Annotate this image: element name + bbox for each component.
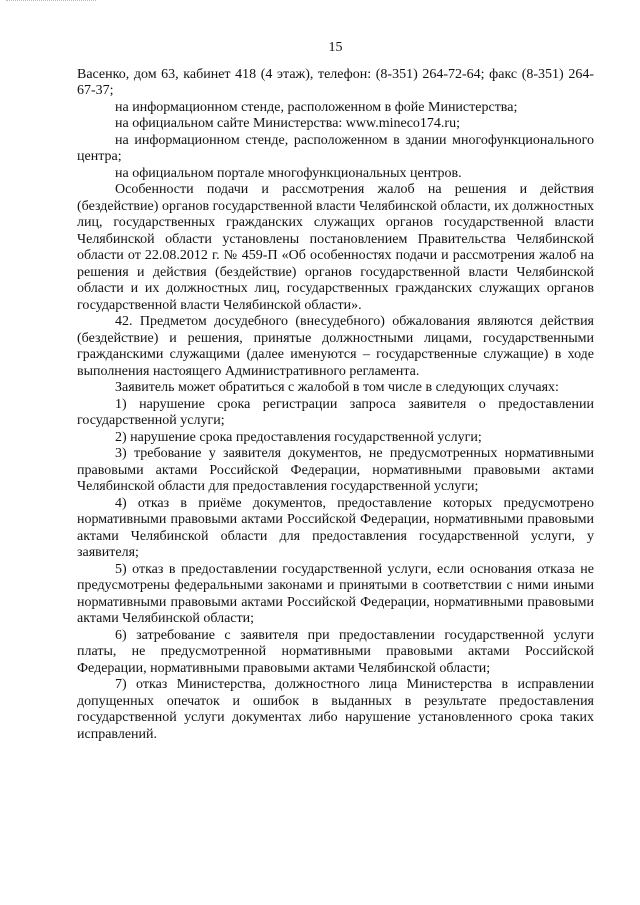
document-page: [77, 40, 594, 743]
page-number: 15: [328, 40, 343, 55]
scan-edge-mark: [6, 0, 96, 9]
paragraph: Заявитель может обратиться с жалобой в том числе в следующих случаях:: [115, 380, 559, 395]
paragraph: 4) отказ в приёме документов, предоставление которых предусмотрено нормативными правовыми актами Российской Федерации, нормативными правовыми актами Челябинской области для предоставления государственной услуги, у заявителя;: [77, 495, 594, 560]
paragraph: 7) отказ Министерства, должностного лица Министерства в исправлении допущенных опечаток и ошибок в выданных в результате предоставления государственной услуги документах либо нарушение установленного срока таких исправлений.: [77, 677, 594, 742]
paragraph: 6) затребование с заявителя при предоставлении государственной услуги платы, не предусмотренной нормативными правовыми актами Российской Федерации, нормативными правовыми актами Челябинской области;: [77, 627, 594, 676]
paragraph: 3) требование у заявителя документов, не предусмотренных нормативными правовыми актами Российской Федерации, нормативными правовыми актами Челябинской области для предоставления государственной услуги;: [77, 446, 594, 494]
paragraph: 42. Предметом досудебного (внесудебного) обжалования являются действия (бездействие) и решения, принятые должностными лицами, государственными гражданскими служащими (далее именуются – государственные служащие) в ходе выполнения настоящего Административного регламента.: [77, 314, 594, 379]
paragraph: 1) нарушение срока регистрации запроса заявителя о предоставлении государственной услуги;: [77, 396, 594, 428]
paragraph: на информационном стенде, расположенном в здании многофункционального центра;: [77, 132, 594, 164]
paragraph: Особенности подачи и рассмотрения жалоб на решения и действия (бездействие) органов государственной власти Челябинской области, их должностных лиц, государственных гражданских служащих органов государственной власти Челябинской области установлены постановлением Правительства Челябинской области от 22.08.2012 г. № 459-П «Об особенностях подачи и рассмотрения жалоб на решения и действия (бездействие) органов государственной власти Челябинской области и их должностных лиц, государственных гражданских служащих органов государственной власти Челябинской области».: [77, 182, 594, 313]
paragraph: Васенко, дом 63, кабинет 418 (4 этаж), телефон: (8-351) 264-72-64; факс (8-351) 264-67-37;: [77, 66, 594, 98]
paragraph: на официальном портале многофункциональных центров.: [115, 165, 462, 181]
paragraph: на официальном сайте Министерства: www.mineco174.ru;: [115, 116, 460, 131]
paragraph: на информационном стенде, расположенном в фойе Министерства;: [115, 99, 518, 115]
paragraph: 2) нарушение срока предоставления государственной услуги;: [115, 429, 482, 445]
document-body: [77, 67, 594, 744]
paragraph: 5) отказ в предоставлении государственной услуги, если основания отказа не предусмотрены федеральными законами и принятыми в соответствии с ними иными нормативными правовыми актами Российской Федерации, нормативными правовыми актами Челябинской области;: [77, 561, 594, 626]
